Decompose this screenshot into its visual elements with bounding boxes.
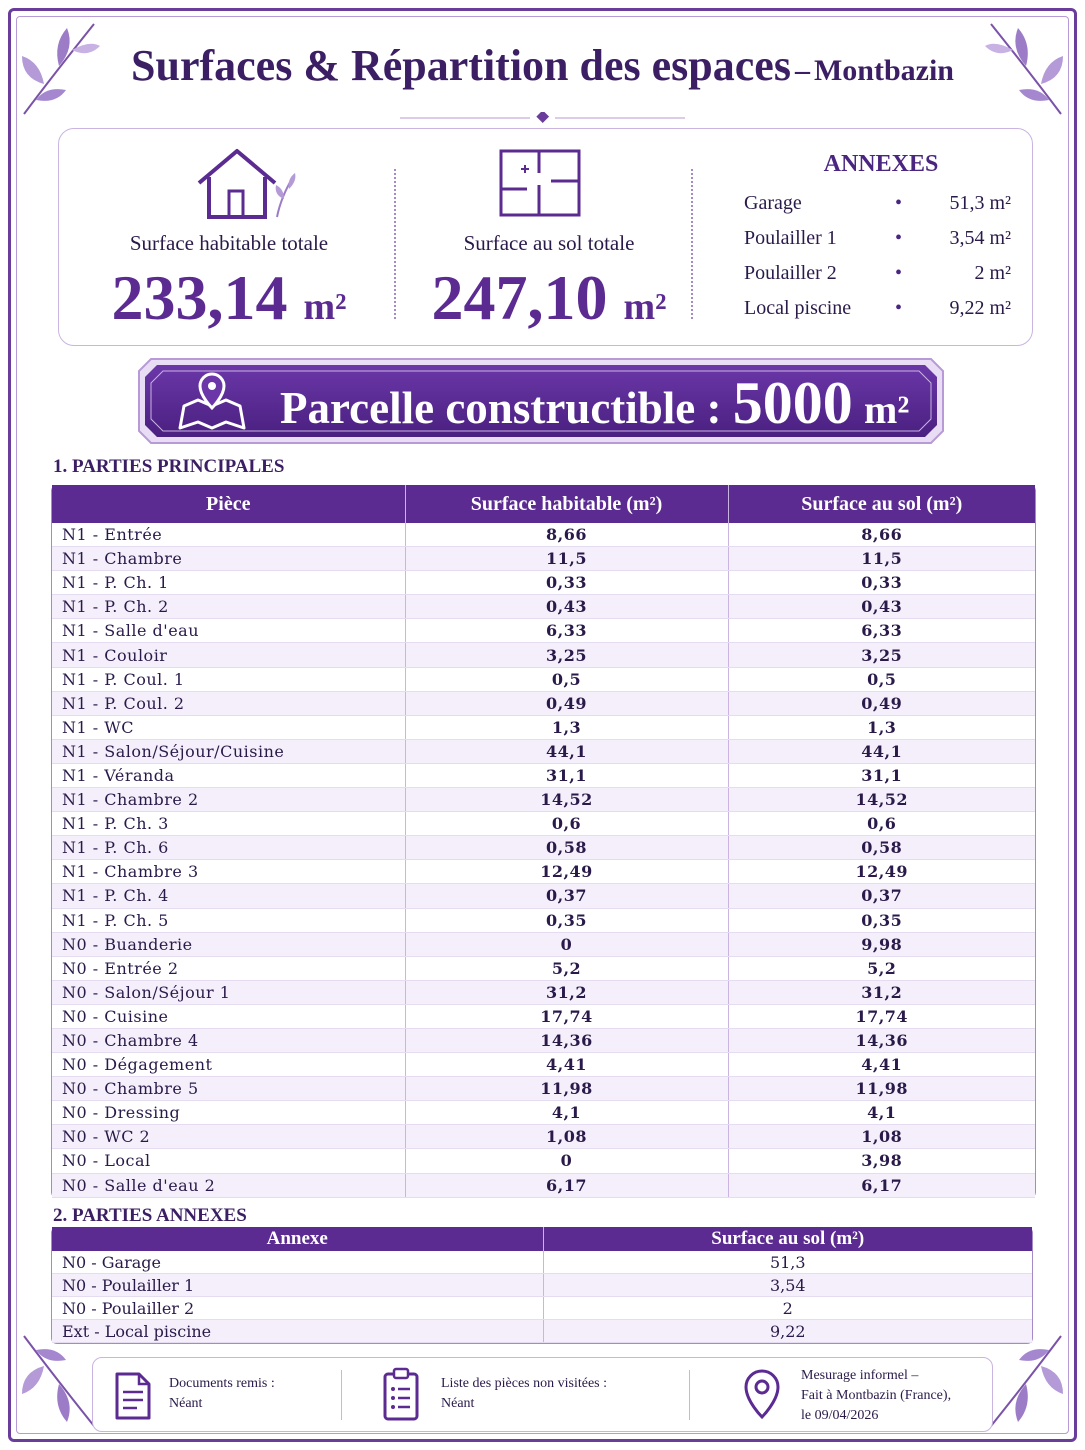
table-row: [52, 932, 1035, 956]
table-row: [52, 1149, 1035, 1173]
habitable-unit: m²: [303, 286, 347, 328]
room-name: N1 - P. Ch. 4: [52, 884, 405, 908]
room-name: N1 - Chambre 2: [52, 788, 405, 812]
floor-surface: 0,49: [728, 691, 1035, 715]
annex-row: [741, 188, 1021, 223]
floor-surface: 6,17: [728, 1173, 1035, 1197]
habitable-surface: 0,35: [405, 908, 728, 932]
habitable-surface: 0,5: [405, 667, 728, 691]
column-header: Pièce: [52, 485, 405, 523]
sol-number: 247,10: [431, 262, 608, 333]
table-row: [52, 812, 1035, 836]
room-name: N0 - Cuisine: [52, 1004, 405, 1028]
table-row: [52, 1274, 1032, 1297]
floor-surface: 44,1: [728, 739, 1035, 763]
location-pin-icon: [741, 1368, 783, 1422]
main-rooms-table: [52, 485, 1035, 1198]
annexes-summary: [741, 151, 1021, 328]
room-name: N0 - Local: [52, 1149, 405, 1173]
habitable-surface: 44,1: [405, 739, 728, 763]
floor-surface: 14,36: [728, 1028, 1035, 1052]
room-name: N1 - Salle d'eau: [52, 619, 405, 643]
title-main: Surfaces & Répartition des espaces: [131, 41, 791, 90]
floor-surface: 5,2: [728, 956, 1035, 980]
title-divider: [0, 112, 1085, 124]
section2-title: 2. PARTIES ANNEXES: [53, 1205, 247, 1226]
annexes-title: ANNEXES: [823, 151, 939, 177]
room-name: N0 - Chambre 5: [52, 1077, 405, 1101]
table-row: [52, 1101, 1035, 1125]
floor-surface: 6,33: [728, 619, 1035, 643]
habitable-surface: 14,36: [405, 1028, 728, 1052]
annex-row: [741, 293, 1021, 328]
room-name: N1 - Chambre 3: [52, 860, 405, 884]
room-name: N1 - P. Ch. 3: [52, 812, 405, 836]
annexes-list: [741, 188, 1021, 328]
habitable-surface: 17,74: [405, 1004, 728, 1028]
room-name: N1 - P. Ch. 6: [52, 836, 405, 860]
rooms-value: Néant: [441, 1396, 475, 1411]
annex-table: [52, 1227, 1032, 1343]
habitable-surface: 0,33: [405, 571, 728, 595]
habitable-surface: 12,49: [405, 860, 728, 884]
bullet: •: [895, 227, 903, 249]
habitable-surface: 14,52: [405, 788, 728, 812]
annex-name: N0 - Poulailler 2: [52, 1297, 543, 1320]
footer-divider: [689, 1370, 690, 1420]
habitable-surface: 8,66: [405, 523, 728, 547]
room-name: N0 - WC 2: [52, 1125, 405, 1149]
table-row: [52, 1173, 1035, 1197]
table-row: [52, 836, 1035, 860]
table-row: [52, 1297, 1032, 1320]
room-name: N0 - Chambre 4: [52, 1028, 405, 1052]
habitable-surface: 6,17: [405, 1173, 728, 1197]
table-row: [52, 1125, 1035, 1149]
floor-surface: 0,43: [728, 595, 1035, 619]
table-header-row: [52, 485, 1035, 523]
habitable-surface: 3,25: [405, 643, 728, 667]
parcel-text: [280, 369, 909, 438]
sol-unit: m²: [623, 286, 667, 328]
room-name: N1 - P. Coul. 2: [52, 691, 405, 715]
bullet: •: [895, 297, 903, 319]
table-row: [52, 1251, 1032, 1274]
floor-surface: 11,5: [728, 547, 1035, 571]
annex-value: 3,54 m²: [949, 227, 1011, 249]
habitable-surface: 11,5: [405, 547, 728, 571]
habitable-surface: 1,08: [405, 1125, 728, 1149]
bullet: •: [895, 192, 903, 214]
floor-surface: 4,1: [728, 1101, 1035, 1125]
room-name: N0 - Salon/Séjour 1: [52, 980, 405, 1004]
floor-surface: 31,1: [728, 763, 1035, 787]
annex-value: 2 m²: [974, 262, 1011, 284]
habitable-surface: 31,2: [405, 980, 728, 1004]
room-name: N0 - Salle d'eau 2: [52, 1173, 405, 1197]
annex-value: 51,3 m²: [949, 192, 1011, 214]
floor-surface: 1,08: [728, 1125, 1035, 1149]
annex-name: Poulailler 2: [744, 262, 837, 284]
habitable-surface: 0,58: [405, 836, 728, 860]
table-row: [52, 595, 1035, 619]
measure-line-2: Fait à Montbazin (France),: [801, 1388, 952, 1403]
map-pin-icon: [178, 370, 248, 432]
habitable-surface: 0,49: [405, 691, 728, 715]
annex-value: 9,22 m²: [949, 297, 1011, 319]
floor-surface: 0,58: [728, 836, 1035, 860]
floor-surface: 4,41: [728, 1053, 1035, 1077]
section1-title: 1. PARTIES PRINCIPALES: [53, 456, 285, 477]
parcel-value: 5000: [732, 370, 853, 436]
measure-line-1: Mesurage informel –: [801, 1368, 919, 1383]
table-row: [52, 715, 1035, 739]
docs-block: [169, 1374, 275, 1414]
table-row: [52, 691, 1035, 715]
rooms-block: [441, 1374, 607, 1414]
habitable-surface: 0: [405, 1149, 728, 1173]
table-row: [52, 1320, 1032, 1343]
habitable-label: Surface habitable totale: [129, 231, 329, 255]
annex-row: [741, 223, 1021, 258]
document-icon: [113, 1372, 153, 1420]
habitable-surface: 4,1: [405, 1101, 728, 1125]
floor-surface: 51,3: [543, 1251, 1032, 1274]
floor-surface: 31,2: [728, 980, 1035, 1004]
table-row: [52, 763, 1035, 787]
measure-block: [801, 1366, 951, 1426]
table-row: [52, 547, 1035, 571]
table-header-row: [52, 1227, 1032, 1251]
table-row: [52, 571, 1035, 595]
annex-name: Local piscine: [744, 297, 852, 319]
house-icon: [189, 147, 299, 221]
docs-label: Documents remis :: [169, 1376, 275, 1391]
habitable-surface: 6,33: [405, 619, 728, 643]
floor-surface: 8,66: [728, 523, 1035, 547]
rooms-label: Liste des pièces non visitées :: [441, 1376, 608, 1391]
floorplan-icon: [499, 149, 583, 217]
table-row: [52, 884, 1035, 908]
measure-line-3: le 09/04/2026: [801, 1408, 879, 1423]
sol-value: [404, 261, 694, 335]
floor-surface: 0,37: [728, 884, 1035, 908]
habitable-surface: 5,2: [405, 956, 728, 980]
room-name: N1 - P. Ch. 2: [52, 595, 405, 619]
annex-name: Poulailler 1: [744, 227, 837, 249]
floor-surface: 1,3: [728, 715, 1035, 739]
docs-value: Néant: [169, 1396, 203, 1411]
table-row: [52, 788, 1035, 812]
floor-surface: 2: [543, 1297, 1032, 1320]
habitable-surface: 0,37: [405, 884, 728, 908]
sol-label: Surface au sol totale: [463, 231, 635, 255]
floor-surface: 9,22: [543, 1320, 1032, 1343]
footer-card: [92, 1357, 993, 1432]
floor-surface: 11,98: [728, 1077, 1035, 1101]
table-row: [52, 523, 1035, 547]
sol-summary: [404, 129, 694, 347]
room-name: N1 - P. Ch. 5: [52, 908, 405, 932]
column-header: Surface habitable (m²): [405, 485, 728, 523]
table-row: [52, 667, 1035, 691]
title-location: Montbazin: [813, 54, 954, 87]
column-header: Annexe: [52, 1227, 543, 1251]
title-separator: –: [794, 54, 810, 87]
room-name: N1 - P. Ch. 1: [52, 571, 405, 595]
floor-surface: 0,35: [728, 908, 1035, 932]
room-name: N1 - Salon/Séjour/Cuisine: [52, 739, 405, 763]
room-name: N1 - WC: [52, 715, 405, 739]
table-row: [52, 860, 1035, 884]
room-name: N0 - Dressing: [52, 1101, 405, 1125]
floor-surface: 3,25: [728, 643, 1035, 667]
bullet: •: [895, 262, 903, 284]
annex-name: Ext - Local piscine: [52, 1320, 543, 1343]
table-row: [52, 619, 1035, 643]
column-header: Surface au sol (m²): [728, 485, 1035, 523]
floor-surface: 3,54: [543, 1274, 1032, 1297]
floor-surface: 3,98: [728, 1149, 1035, 1173]
habitable-surface: 1,3: [405, 715, 728, 739]
room-name: N1 - Couloir: [52, 643, 405, 667]
table-row: [52, 643, 1035, 667]
table-row: [52, 956, 1035, 980]
annex-name: N0 - Garage: [52, 1251, 543, 1274]
floor-surface: 12,49: [728, 860, 1035, 884]
annex-name: Garage: [744, 192, 802, 214]
table-row: [52, 980, 1035, 1004]
table-row: [52, 908, 1035, 932]
summary-card: [58, 128, 1033, 346]
parcel-label: Parcelle constructible :: [280, 383, 722, 433]
floor-surface: 0,33: [728, 571, 1035, 595]
habitable-surface: 0: [405, 932, 728, 956]
table-row: [52, 739, 1035, 763]
floor-surface: 14,52: [728, 788, 1035, 812]
habitable-number: 233,14: [111, 262, 288, 333]
habitable-surface: 4,41: [405, 1053, 728, 1077]
footer-divider: [341, 1370, 342, 1420]
floor-surface: 0,6: [728, 812, 1035, 836]
summary-divider: [394, 169, 396, 319]
habitable-summary: [79, 129, 379, 347]
column-header: Surface au sol (m²): [543, 1227, 1032, 1251]
room-name: N1 - Entrée: [52, 523, 405, 547]
table-row: [52, 1028, 1035, 1052]
habitable-value: [79, 261, 379, 335]
room-name: N1 - Véranda: [52, 763, 405, 787]
floor-surface: 17,74: [728, 1004, 1035, 1028]
floor-surface: 9,98: [728, 932, 1035, 956]
habitable-surface: 0,6: [405, 812, 728, 836]
summary-divider: [691, 169, 693, 319]
room-name: N0 - Entrée 2: [52, 956, 405, 980]
table-row: [52, 1077, 1035, 1101]
floor-surface: 0,5: [728, 667, 1035, 691]
room-name: N1 - P. Coul. 1: [52, 667, 405, 691]
annex-name: N0 - Poulailler 1: [52, 1274, 543, 1297]
room-name: N0 - Buanderie: [52, 932, 405, 956]
habitable-surface: 11,98: [405, 1077, 728, 1101]
parcel-unit: m²: [864, 387, 910, 432]
room-name: N0 - Dégagement: [52, 1053, 405, 1077]
habitable-surface: 0,43: [405, 595, 728, 619]
page-title: [0, 40, 1085, 91]
annex-row: [741, 258, 1021, 293]
table-row: [52, 1004, 1035, 1028]
clipboard-icon: [382, 1366, 420, 1422]
habitable-surface: 31,1: [405, 763, 728, 787]
room-name: N1 - Chambre: [52, 547, 405, 571]
table-row: [52, 1053, 1035, 1077]
